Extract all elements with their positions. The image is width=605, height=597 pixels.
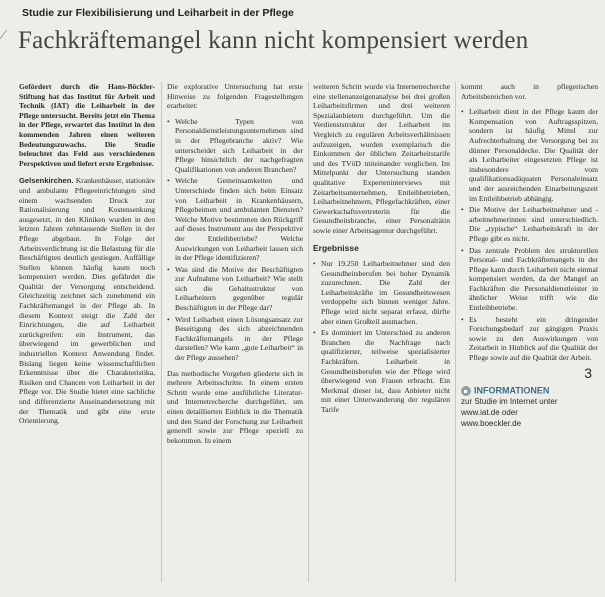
info-heading-text: INFORMATIONEN (474, 385, 550, 396)
article-column-2 (167, 82, 303, 587)
article-column-1 (19, 82, 155, 587)
list-item: • Es dominiert im Unterschied zu anderen Branchen die Nachfrage nach qualifizierter, teilweise spezialisierter Fachkräften. Leiharbeit in Gesundheitsberufen wie der Pflege wird überwiegend von Frauen erbracht. Ein Merkmal dieser ist, dass Anbieter nicht mit einer Unterwanderung der regulären Tarife (313, 328, 450, 414)
list-item: • Welche Typen von Personaldienstleistungsunternehmen sind in der Pflegebranche aktiv? Wie unterscheidet sich Leiharbeit in der Pflege hinsichtlich der nachgefragten Qualifikationen von anderen Branchen? (167, 117, 303, 175)
body-paragraph: weiteren Schritt wurde via Internetrecherche eine stellenanzeigenanalyse bei drei großen Leiharbeitsfirmen und drei weiteren Spezialanbietern durchgeführt. Um die Verdienststruktur der Leiharbeit im Vergleich zu regulären Arbeitsverhältnissen aufzuzeigen, wurden exemplarisch die Einkommen der üblichen Zeitarbeitstarife und des TVöD miteinander verglichen. Im Mittelpunkt der Untersuchung standen qualitative Experteninterviews mit Zeitarbeitsunternehmen, Entleihbetrieben, Leiharbeitnehmern, Pflegefachkräften, einer Gewerkschaftsvertreterin für die Gesundheitsbranche, einer Personalrätin sowie einer Arbeitsagentur durchgeführt. (313, 82, 450, 235)
info-link[interactable]: www.iat.de oder (461, 408, 518, 418)
question-list (167, 117, 303, 363)
results-list (313, 259, 450, 415)
article-column-3 (313, 82, 450, 587)
column-divider (308, 82, 309, 582)
lead-paragraph: Gefördert durch die Hans-Böckler-Stiftung hat das Institut für Arbeit und Technik (IAT) die Leiharbeit in der Pflege untersucht. Bereits jetzt ein Thema in der Pflege, erwartet das Institut in den kommenden Jahren einen weiteren Bedeutungszuwachs. Die Studie beleuchtet das Feld aus verschiedenen Perspektiven und liefert erste Ergebnisse. (19, 82, 155, 168)
list-item: • Leiharbeit dient in der Pflege kaum der Kompensation von Auftragsspitzen, sondern ist häufig Mittel zur Aufrechterhaltung der Versorgung bei zu dünner Personaldecke. Die Qualität der als Leiharbeiter eingesetzten Pflege ist insbesondere vom qualifikationsadäquaten Personaleinsatz und der ausreichenden Einarbeitungszeit im Entleihbetrieb abhängig. (461, 107, 598, 203)
kicker: Studie zur Flexibilisierung und Leiharbeit in der Pflege (22, 7, 294, 19)
list-item: • Wird Leiharbeit einen Lösungsansatz zur Beseitigung des sich abzeichnenden Fachkräftemangels in der Pflege darstellen? Wie kann „gute Leiharbeit“ in der Pflege aussehen? (167, 315, 303, 363)
body-paragraph: Das methodische Vorgehen gliederte sich in mehrere Arbeitsschritte. In einem ersten Schritt wurde eine ausführliche Literatur- und Internetrecherche durchgeführt, um einen detaillierten Einblick in die Thematik und den Stand der Forschung zur Leiharbeit generell sowie zur Pflege speziell zu bekommen. In einem (167, 368, 303, 445)
headline: Fachkräftemangel kann nicht kompensiert werden (18, 27, 529, 54)
body-paragraph: kommt auch in pflegerischen Arbeitsbereichen vor. (461, 82, 598, 101)
body-text: Krankenhäuser, stationäre und ambulante Pflegeeinrichtungen sind einem wachsenden Druck zur Rationalisierung und Kostensenkung ausgesetzt, in den Kliniken wurden in den letzten Jahren zehntausende Stellen in der Pflege abgebaut. In Folge der Arbeitsverdichtung ist die Belastung für die Beschäftigten deutlich gestiegen. Auffällige Stellen können häufig kaum noch kompensiert werden. Dies gefährdet die Qualität der Versorgung entscheidend. Gleichzeitig zeichnet sich zunehmend ein Fachkräftemangel in der Pflege ab. In diesem Kontext steigt die Zahl der Einrichtungen, die auf Leiharbeit zurückgreifen: ein Instrument, das überwiegend im gewerblichen und industriellen Kontext Anwendung findet. Bislang liegen keine wissenschaftlichen Erkenntnisse über die Charakteristika, Risiken und Chancen von Leiharbeit in der Pflege vor. Die Studie bietet eine sachliche und differenzierte Auseinandersetzung mit der Thematik und gibt eine erste Orientierung. (19, 176, 155, 426)
info-line: zur Studie im Internet unter (461, 397, 558, 407)
end-mark: 3 (584, 364, 592, 381)
info-box-heading (461, 386, 598, 396)
column-divider (455, 82, 456, 582)
section-heading: Ergebnisse (313, 242, 359, 253)
info-icon (461, 386, 471, 396)
article-column-4 (461, 82, 598, 587)
dateline: Gelsenkirchen. (19, 176, 74, 186)
body-paragraph (19, 176, 155, 425)
list-item: • Was sind die Motive der Beschäftigten zur Aufnahme von Leiharbeit? Wie stellt sich die Gehaltsstruktur von Leiharbeitern gegenüber regulär Beschäftigten in der Pflege dar? (167, 265, 303, 313)
intro-paragraph: Die explorative Untersuchung hat erste Hinweise zu folgenden Fragestellungen erarbeitet: (167, 82, 303, 111)
list-item: • Nur 19.250 Leiharbeitnehmer sind den Gesundheitsberufen bei hoher Dynamik zuzurechnen. Die Zahl der Leiharbeitskräfte im Gesundheitswesen verdoppelte sich binnen weniger Jahre. Pflege wird nicht separat erfasst, dürfte aber einen Großteil ausmachen. (313, 259, 450, 326)
list-item: • Welche Gemeinsamkeiten und Unterschiede finden sich beim Einsatz von Leiharbeit in Krankenhäusern, Pflegeheimen und ambulanten Diensten? Welche Motive bestimmen den Rückgriff auf dieses Instrument aus der Perspektive der Entleihbetriebe? Welche Auswirkungen von Leiharbeit lassen sich in der Pflege identifizieren? (167, 176, 303, 262)
list-item: • Die Motive der Leiharbeitnehmer und -arbeitnehmerinnen sind unterschiedlich. Die „typische“ Leiharbeitskraft in der Pflege gibt es nicht. (461, 205, 598, 243)
info-link[interactable]: www.boeckler.de (461, 419, 522, 429)
list-item: • Das zentrale Problem des strukturellen Personal- und Fachkräftemangels in der Pflege kann durch Leiharbeit nicht einmal kompensiert werden, da der Mangel an Fachkräften die Personaldienstleister in ähnlicher Weise trifft wie die Entleihbetriebe. (461, 246, 598, 313)
list-item: • Es besteht ein dringender Forschungsbedarf zur gängigen Praxis sowie zu den Auswirkungen von Zeitarbeit in Hinblick auf die Qualität der Pflege sowie auf die Qualität der Arbeit. (461, 315, 598, 363)
column-divider (161, 82, 162, 582)
corner-mark: ⁄ (2, 28, 5, 43)
results-list (461, 107, 598, 362)
